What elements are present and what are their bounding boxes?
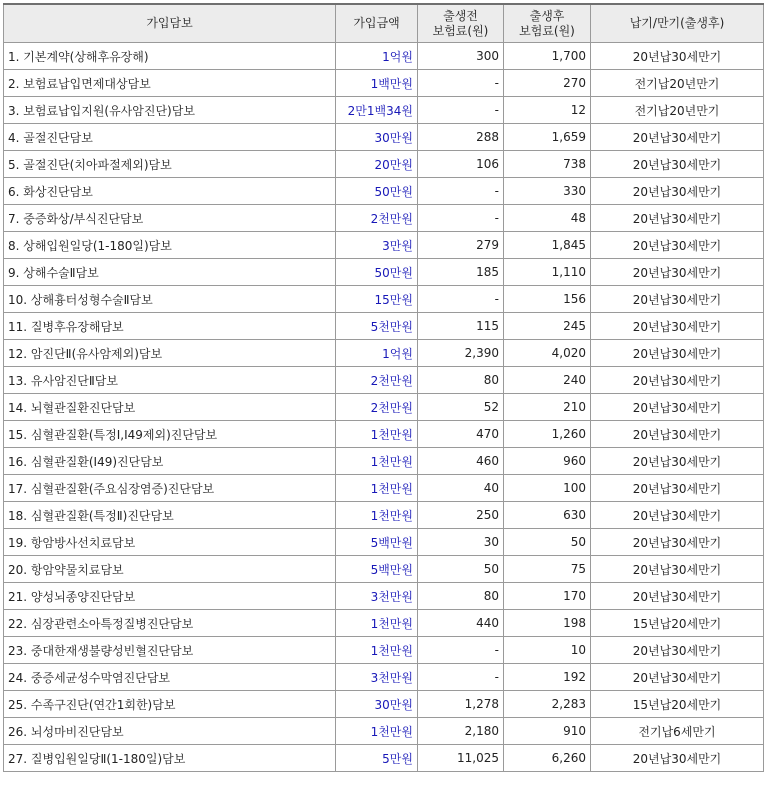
header-amount: 가입금액 [336, 4, 418, 43]
coverage-name-cell: 9. 상해수술Ⅱ담보 [4, 259, 336, 286]
coverage-amount-cell: 1천만원 [336, 448, 418, 475]
term-cell: 20년납30세만기 [591, 664, 764, 691]
coverage-name-cell: 3. 보험료납입지원(유사암진단)담보 [4, 97, 336, 124]
term-cell: 20년납30세만기 [591, 583, 764, 610]
table-row [4, 70, 764, 97]
coverage-name-cell: 19. 항암방사선치료담보 [4, 529, 336, 556]
table-row [4, 448, 764, 475]
term-cell: 15년납20세만기 [591, 691, 764, 718]
table-row [4, 718, 764, 745]
term-cell: 20년납30세만기 [591, 475, 764, 502]
coverage-name-cell: 25. 수족구진단(연간1회한)담보 [4, 691, 336, 718]
premium-after-cell: 270 [504, 70, 591, 97]
header-premium-after-line1: 출생후 [529, 8, 565, 23]
premium-after-cell: 198 [504, 610, 591, 637]
premium-after-cell: 75 [504, 556, 591, 583]
table-row [4, 367, 764, 394]
term-cell: 20년납30세만기 [591, 151, 764, 178]
premium-before-cell: 80 [418, 583, 504, 610]
term-cell: 전기납6세만기 [591, 718, 764, 745]
premium-after-cell: 170 [504, 583, 591, 610]
premium-after-cell: 630 [504, 502, 591, 529]
table-row [4, 421, 764, 448]
premium-after-cell: 6,260 [504, 745, 591, 772]
term-cell: 20년납30세만기 [591, 394, 764, 421]
premium-after-cell: 240 [504, 367, 591, 394]
premium-before-cell: 115 [418, 313, 504, 340]
premium-before-cell: 440 [418, 610, 504, 637]
coverage-name-cell: 15. 심혈관질환(특정Ⅰ,I49제외)진단담보 [4, 421, 336, 448]
coverage-name-cell: 17. 심혈관질환(주요심장염증)진단담보 [4, 475, 336, 502]
header-row [4, 4, 764, 43]
coverage-name-cell: 5. 골절진단(치아파절제외)담보 [4, 151, 336, 178]
term-cell: 20년납30세만기 [591, 43, 764, 70]
premium-before-cell: 1,278 [418, 691, 504, 718]
term-cell: 20년납30세만기 [591, 313, 764, 340]
table-row [4, 583, 764, 610]
premium-before-cell: - [418, 97, 504, 124]
table-row [4, 205, 764, 232]
coverage-amount-cell: 1천만원 [336, 421, 418, 448]
premium-after-cell: 10 [504, 637, 591, 664]
term-cell: 20년납30세만기 [591, 205, 764, 232]
premium-after-cell: 1,700 [504, 43, 591, 70]
header-term: 납기/만기(출생후) [591, 4, 764, 43]
term-cell: 20년납30세만기 [591, 286, 764, 313]
coverage-name-cell: 18. 심혈관질환(특정Ⅱ)진단담보 [4, 502, 336, 529]
coverage-amount-cell: 2천만원 [336, 205, 418, 232]
table-row [4, 43, 764, 70]
coverage-amount-cell: 50만원 [336, 259, 418, 286]
premium-before-cell: 30 [418, 529, 504, 556]
table-row [4, 529, 764, 556]
coverage-name-cell: 12. 암진단Ⅱ(유사암제외)담보 [4, 340, 336, 367]
premium-after-cell: 1,659 [504, 124, 591, 151]
term-cell: 전기납20년만기 [591, 70, 764, 97]
premium-after-cell: 210 [504, 394, 591, 421]
coverage-amount-cell: 15만원 [336, 286, 418, 313]
premium-before-cell: 185 [418, 259, 504, 286]
table-row [4, 286, 764, 313]
coverage-amount-cell: 5백만원 [336, 529, 418, 556]
table-row [4, 556, 764, 583]
table-row [4, 232, 764, 259]
premium-before-cell: 288 [418, 124, 504, 151]
table-row [4, 745, 764, 772]
table-row [4, 475, 764, 502]
premium-before-cell: - [418, 637, 504, 664]
coverage-amount-cell: 2만1백34원 [336, 97, 418, 124]
premium-before-cell: - [418, 178, 504, 205]
premium-after-cell: 245 [504, 313, 591, 340]
premium-before-cell: 470 [418, 421, 504, 448]
coverage-name-cell: 11. 질병후유장해담보 [4, 313, 336, 340]
coverage-name-cell: 22. 심장관련소아특정질병진단담보 [4, 610, 336, 637]
table-row [4, 664, 764, 691]
premium-before-cell: 279 [418, 232, 504, 259]
premium-after-cell: 48 [504, 205, 591, 232]
term-cell: 20년납30세만기 [591, 745, 764, 772]
premium-before-cell: - [418, 70, 504, 97]
coverage-name-cell: 20. 항암약물치료담보 [4, 556, 336, 583]
coverage-name-cell: 24. 중증세균성수막염진단담보 [4, 664, 336, 691]
coverage-amount-cell: 1천만원 [336, 637, 418, 664]
coverage-table [3, 3, 764, 772]
premium-before-cell: 250 [418, 502, 504, 529]
coverage-amount-cell: 30만원 [336, 691, 418, 718]
premium-before-cell: 52 [418, 394, 504, 421]
premium-before-cell: - [418, 664, 504, 691]
premium-before-cell: - [418, 205, 504, 232]
term-cell: 20년납30세만기 [591, 124, 764, 151]
coverage-name-cell: 16. 심혈관질환(I49)진단담보 [4, 448, 336, 475]
coverage-name-cell: 4. 골절진단담보 [4, 124, 336, 151]
coverage-amount-cell: 1천만원 [336, 502, 418, 529]
premium-after-cell: 910 [504, 718, 591, 745]
table-row [4, 610, 764, 637]
premium-before-cell: 2,390 [418, 340, 504, 367]
table-row [4, 313, 764, 340]
term-cell: 20년납30세만기 [591, 178, 764, 205]
header-premium-after-line2: 보험료(원) [519, 23, 575, 38]
premium-before-cell: 300 [418, 43, 504, 70]
premium-before-cell: 2,180 [418, 718, 504, 745]
coverage-name-cell: 23. 중대한재생불량성빈혈진단담보 [4, 637, 336, 664]
coverage-amount-cell: 3천만원 [336, 664, 418, 691]
coverage-amount-cell: 50만원 [336, 178, 418, 205]
term-cell: 20년납30세만기 [591, 637, 764, 664]
premium-before-cell: 40 [418, 475, 504, 502]
premium-after-cell: 100 [504, 475, 591, 502]
premium-after-cell: 330 [504, 178, 591, 205]
coverage-name-cell: 26. 뇌성마비진단담보 [4, 718, 336, 745]
coverage-amount-cell: 1천만원 [336, 610, 418, 637]
coverage-amount-cell: 1천만원 [336, 718, 418, 745]
table-row [4, 178, 764, 205]
coverage-amount-cell: 3만원 [336, 232, 418, 259]
premium-after-cell: 1,110 [504, 259, 591, 286]
premium-after-cell: 2,283 [504, 691, 591, 718]
coverage-amount-cell: 1억원 [336, 43, 418, 70]
premium-after-cell: 738 [504, 151, 591, 178]
coverage-name-cell: 6. 화상진단담보 [4, 178, 336, 205]
header-premium-before-line2: 보험료(원) [432, 23, 489, 38]
premium-after-cell: 1,260 [504, 421, 591, 448]
term-cell: 20년납30세만기 [591, 421, 764, 448]
premium-before-cell: 50 [418, 556, 504, 583]
table-row [4, 340, 764, 367]
coverage-amount-cell: 1억원 [336, 340, 418, 367]
table-row [4, 691, 764, 718]
term-cell: 20년납30세만기 [591, 529, 764, 556]
premium-after-cell: 1,845 [504, 232, 591, 259]
premium-after-cell: 192 [504, 664, 591, 691]
premium-after-cell: 156 [504, 286, 591, 313]
coverage-name-cell: 14. 뇌혈관질환진단담보 [4, 394, 336, 421]
coverage-name-cell: 27. 질병입원일당Ⅱ(1-180일)담보 [4, 745, 336, 772]
coverage-amount-cell: 2천만원 [336, 394, 418, 421]
table-row [4, 97, 764, 124]
premium-after-cell: 4,020 [504, 340, 591, 367]
table-row [4, 124, 764, 151]
term-cell: 20년납30세만기 [591, 259, 764, 286]
table-row [4, 394, 764, 421]
coverage-name-cell: 2. 보험료납입면제대상담보 [4, 70, 336, 97]
coverage-amount-cell: 1천만원 [336, 475, 418, 502]
term-cell: 20년납30세만기 [591, 232, 764, 259]
header-coverage: 가입담보 [4, 4, 336, 43]
term-cell: 20년납30세만기 [591, 556, 764, 583]
coverage-amount-cell: 5천만원 [336, 313, 418, 340]
coverage-name-cell: 10. 상해흉터성형수술Ⅱ담보 [4, 286, 336, 313]
table-row [4, 637, 764, 664]
table-row [4, 259, 764, 286]
term-cell: 20년납30세만기 [591, 367, 764, 394]
coverage-amount-cell: 3천만원 [336, 583, 418, 610]
coverage-amount-cell: 20만원 [336, 151, 418, 178]
premium-after-cell: 960 [504, 448, 591, 475]
premium-after-cell: 12 [504, 97, 591, 124]
coverage-amount-cell: 2천만원 [336, 367, 418, 394]
term-cell: 20년납30세만기 [591, 340, 764, 367]
coverage-amount-cell: 30만원 [336, 124, 418, 151]
premium-before-cell: 11,025 [418, 745, 504, 772]
coverage-amount-cell: 5만원 [336, 745, 418, 772]
coverage-name-cell: 21. 양성뇌종양진단담보 [4, 583, 336, 610]
premium-before-cell: 460 [418, 448, 504, 475]
coverage-name-cell: 8. 상해입원일당(1-180일)담보 [4, 232, 336, 259]
header-premium-before-line1: 출생전 [443, 8, 478, 23]
table-row [4, 502, 764, 529]
table-row [4, 151, 764, 178]
term-cell: 15년납20세만기 [591, 610, 764, 637]
premium-before-cell: - [418, 286, 504, 313]
coverage-name-cell: 13. 유사암진단Ⅱ담보 [4, 367, 336, 394]
term-cell: 전기납20년만기 [591, 97, 764, 124]
coverage-name-cell: 7. 중증화상/부식진단담보 [4, 205, 336, 232]
coverage-amount-cell: 1백만원 [336, 70, 418, 97]
coverage-amount-cell: 5백만원 [336, 556, 418, 583]
term-cell: 20년납30세만기 [591, 448, 764, 475]
header-premium-after [504, 4, 591, 43]
header-premium-before [418, 4, 504, 43]
premium-after-cell: 50 [504, 529, 591, 556]
coverage-name-cell: 1. 기본계약(상해후유장해) [4, 43, 336, 70]
premium-before-cell: 80 [418, 367, 504, 394]
term-cell: 20년납30세만기 [591, 502, 764, 529]
premium-before-cell: 106 [418, 151, 504, 178]
